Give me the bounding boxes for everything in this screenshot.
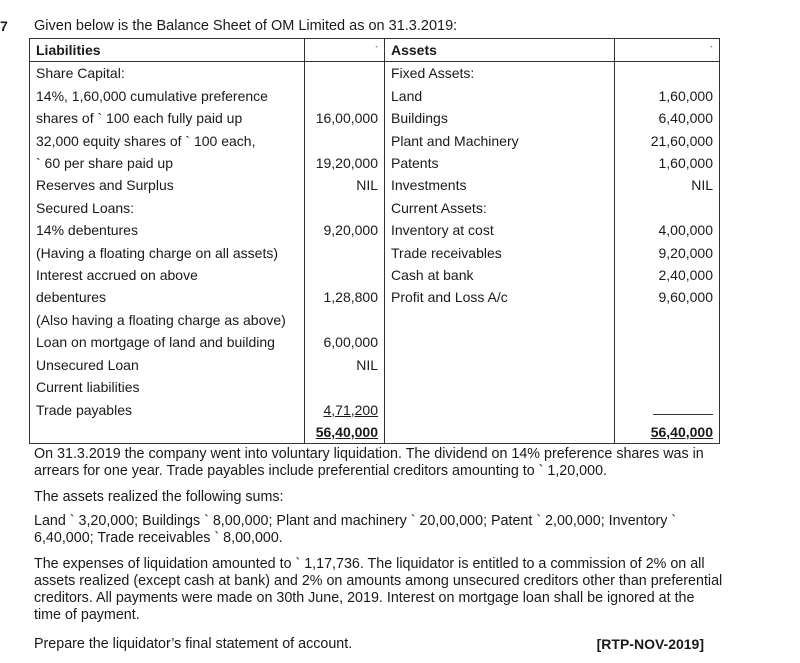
cell-asset-amount: NIL [615,174,720,196]
table-row [30,242,720,264]
table-row [30,152,720,174]
cell-asset: Fixed Assets: [385,62,615,85]
cell-asset: Inventory at cost [385,219,615,241]
cell-liability-amount [305,242,385,264]
cell-asset: Buildings [385,107,615,129]
table-total-row [30,421,720,444]
paragraph-instruction: Prepare the liquidator’s final statement of account. [34,636,353,652]
table-row [30,174,720,196]
cell-liability: Secured Loans: [30,197,305,219]
header-currency-liabilities: ` [305,39,385,62]
cell-liability: 14% debentures [30,219,305,241]
table-row [30,376,720,398]
cell-asset [385,399,615,421]
table-row [30,197,720,219]
reference-tag: [RTP-NOV-2019] [596,636,704,652]
cell-asset [385,376,615,398]
table-row [30,264,720,286]
cell-asset-amount [615,399,720,421]
cell-liability-amount: NIL [305,354,385,376]
cell-liability: Current liabilities [30,376,305,398]
cell-asset-amount: 6,40,000 [615,107,720,129]
cell-liability: Interest accrued on above [30,264,305,286]
cell-liability: Reserves and Surplus [30,174,305,196]
cell-liability: debentures [30,286,305,308]
cell-asset: Profit and Loss A/c [385,286,615,308]
cell-liability-amount: 1,28,800 [305,286,385,308]
table-header-row [30,39,720,62]
cell-liability-amount [305,85,385,107]
cell-liability-amount: 9,20,000 [305,219,385,241]
total-liabilities: 56,40,000 [305,421,385,444]
cell-liability-amount [305,264,385,286]
paragraph-realized-sums: Land ` 3,20,000; Buildings ` 8,00,000; Plant and machinery ` 20,00,000; Patent ` 2,00,000; Inventory ` 6,40,000; Trade receivables ` 8,00,000. [34,513,677,546]
cell-asset: Investments [385,174,615,196]
cell-asset: Trade receivables [385,242,615,264]
cell-liability-amount [305,130,385,152]
paragraph-liquidation: On 31.3.2019 the company went into voluntary liquidation. The dividend on 14% preference shares was in arrears for one year. Trade payables include preferential creditors amounting to ` 1,20,000. [34,446,704,479]
cell-liability-amount: 16,00,000 [305,107,385,129]
cell-liability: ` 60 per share paid up [30,152,305,174]
cell-asset-amount: 1,60,000 [615,152,720,174]
cell-liability-amount: 19,20,000 [305,152,385,174]
question-number: 7 [0,18,8,34]
cell-asset: Patents [385,152,615,174]
cell-asset: Plant and Machinery [385,130,615,152]
cell-liability-amount [305,376,385,398]
cell-liability: Unsecured Loan [30,354,305,376]
table-row [30,62,720,85]
cell-liability: (Also having a floating charge as above) [30,309,305,331]
table-row [30,130,720,152]
cell-liability: shares of ` 100 each fully paid up [30,107,305,129]
table-row [30,286,720,308]
header-assets: Assets [385,39,615,62]
paragraph-expenses: The expenses of liquidation amounted to ` 1,17,736. The liquidator is entitled to a commission of 2% on all assets realized (except cash at bank) and 2% on amounts among unsecured creditors other than preferential creditors. All payments were made on 30th June, 2019. Interest on mortgage loan shall be ignored at the time of payment. [34,556,723,623]
cell-asset-amount [615,197,720,219]
question-intro: Given below is the Balance Sheet of OM Limited as on 31.3.2019: [34,18,458,34]
cell-liability-amount [305,197,385,219]
paragraph-assets-realized: The assets realized the following sums: [34,489,284,505]
total-assets: 56,40,000 [615,421,720,444]
cell-asset-amount [615,354,720,376]
balance-sheet-table [29,38,720,444]
cell-liability: 14%, 1,60,000 cumulative preference [30,85,305,107]
table-row [30,399,720,421]
table-row [30,309,720,331]
cell-liability: 32,000 equity shares of ` 100 each, [30,130,305,152]
header-currency-assets: ` [615,39,720,62]
cell-liability-amount: 6,00,000 [305,331,385,353]
cell-liability: Share Capital: [30,62,305,85]
sum-rule [653,414,713,415]
cell-asset-amount: 1,60,000 [615,85,720,107]
cell-liability-amount: 4,71,200 [305,399,385,421]
cell-total-label [385,421,615,444]
cell-liability: Trade payables [30,399,305,421]
table-row [30,107,720,129]
cell-asset-amount: 4,00,000 [615,219,720,241]
cell-asset [385,309,615,331]
table-row [30,354,720,376]
cell-asset-amount [615,376,720,398]
table-row [30,219,720,241]
cell-liability: Loan on mortgage of land and building [30,331,305,353]
cell-liability-amount [305,62,385,85]
cell-liability: (Having a floating charge on all assets) [30,242,305,264]
cell-asset-amount: 9,20,000 [615,242,720,264]
cell-asset-amount [615,309,720,331]
header-liabilities: Liabilities [30,39,305,62]
cell-liability-amount [305,309,385,331]
cell-asset [385,354,615,376]
cell-asset-amount [615,62,720,85]
cell-asset: Cash at bank [385,264,615,286]
cell-asset [385,331,615,353]
cell-asset: Current Assets: [385,197,615,219]
table-row [30,331,720,353]
cell-asset: Land [385,85,615,107]
cell-asset-amount [615,331,720,353]
cell-liability-amount: NIL [305,174,385,196]
cell-asset-amount: 9,60,000 [615,286,720,308]
table-row [30,85,720,107]
cell-asset-amount: 2,40,000 [615,264,720,286]
cell-total-label [30,421,305,444]
cell-asset-amount: 21,60,000 [615,130,720,152]
